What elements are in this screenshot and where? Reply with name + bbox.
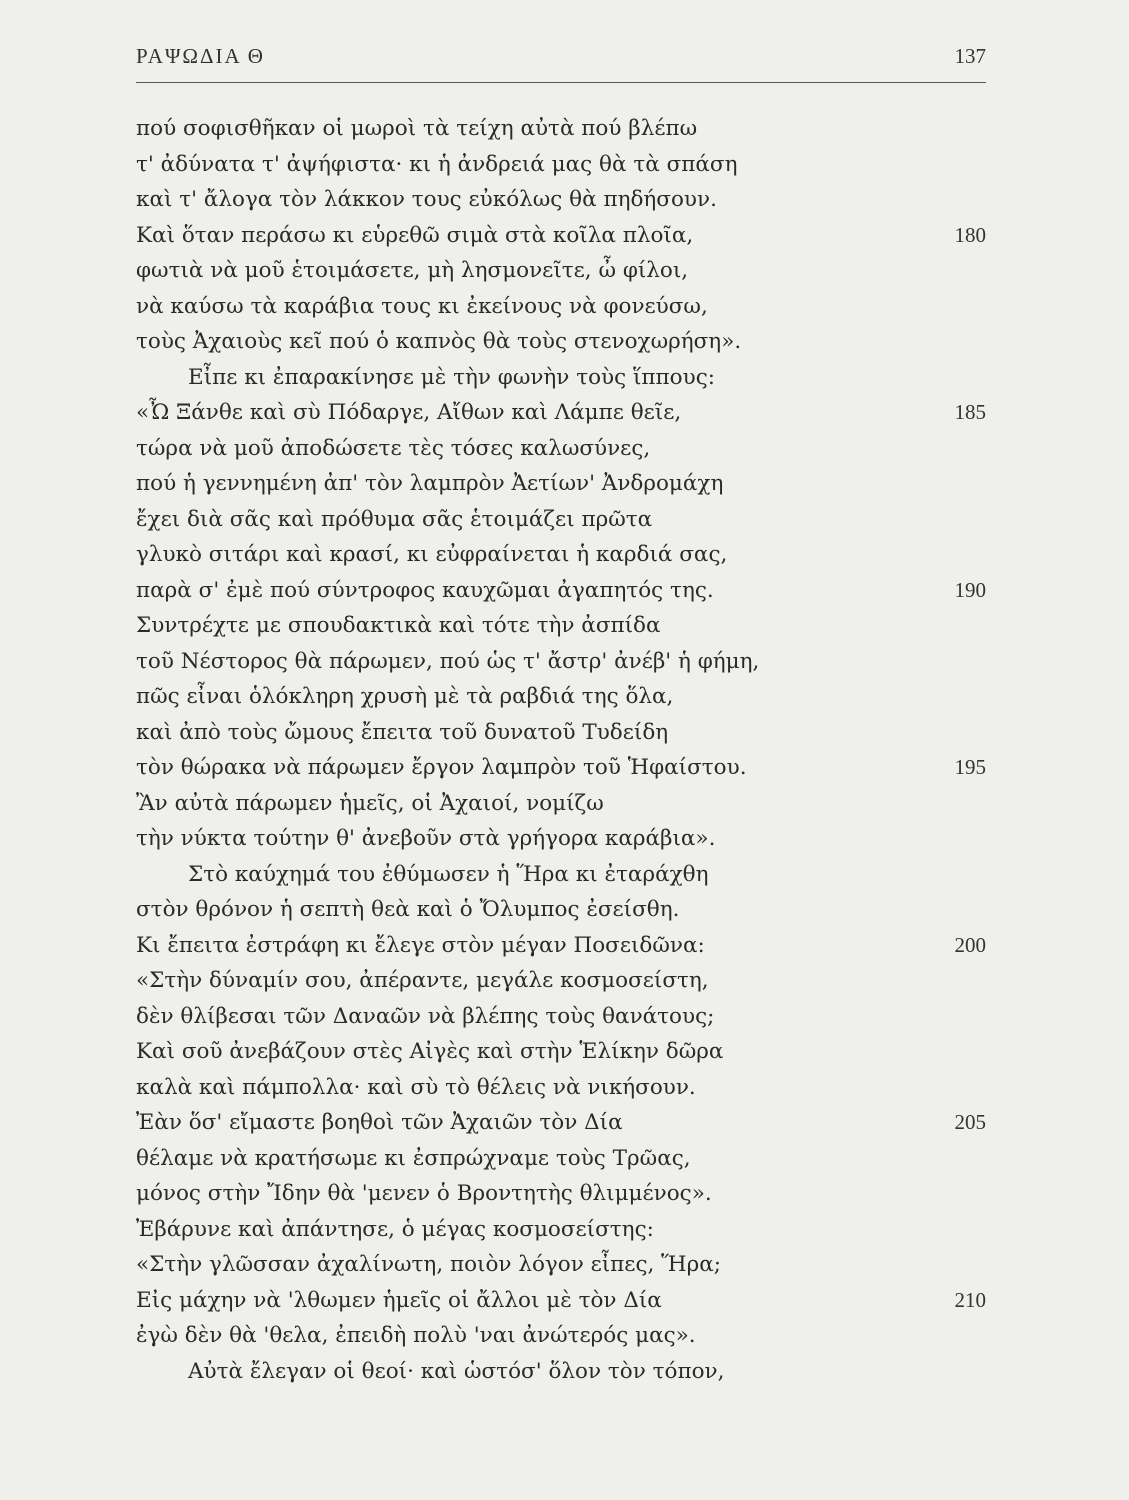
- verse-text: τὴν νύκτα τούτην θ' ἀνεβοῦν στὰ γρήγορα καράβια».: [136, 826, 716, 851]
- verse-text: τὸν θώρακα νὰ πάρωμεν ἔργον λαμπρὸν τοῦ Ἡφαίστου.: [136, 755, 747, 780]
- verse-line: [136, 1034, 986, 1070]
- verse-line: [136, 1141, 986, 1177]
- verse-line: [136, 182, 986, 218]
- verse-line: [136, 573, 986, 609]
- verse-line: [136, 1318, 986, 1354]
- line-number: 210: [954, 1287, 986, 1312]
- line-number: 185: [954, 400, 986, 424]
- verse-line: [136, 750, 986, 786]
- verse-line: [136, 644, 986, 680]
- verse-text: γλυκὸ σιτάρι καὶ κρασί, κι εὐφραίνεται ἡ καρδιά σας,: [136, 542, 728, 567]
- verse-line: [136, 821, 986, 857]
- verse-text: μόνος στὴν Ἴδην θὰ 'μενεν ὁ Βροντητὴς θλιμμένος».: [136, 1181, 712, 1206]
- verse-line: [136, 218, 986, 254]
- verse-text: «Στὴν δύναμίν σου, ἀπέραντε, μεγάλε κοσμοσείστη,: [136, 968, 709, 993]
- running-title: ΡΑΨΩΔΙΑ Θ: [136, 44, 265, 68]
- verse-line: [136, 892, 986, 928]
- verse-line: [136, 715, 986, 751]
- line-number: 200: [954, 932, 986, 957]
- verse-line: [136, 395, 986, 431]
- verse-line: [136, 147, 986, 183]
- verse-line: [136, 1354, 986, 1390]
- verse-line: [136, 502, 986, 538]
- page-number: 137: [954, 44, 986, 68]
- verse-text: «Ὦ Ξάνθε καὶ σὺ Πόδαργε, Αἴθων καὶ Λάμπε θεῖε,: [136, 400, 682, 425]
- verse-text: τοῦ Νέστορος θὰ πάρωμεν, πού ὡς τ' ἄστρ' ἀνέβ' ἡ φήμη,: [136, 648, 760, 674]
- verse-text: Εἰς μάχην νὰ 'λθωμεν ἡμεῖς οἱ ἄλλοι μὲ τὸν Δία: [136, 1287, 662, 1313]
- verse-line: [136, 1105, 986, 1141]
- verse-text: στὸν θρόνον ἡ σεπτὴ θεὰ καὶ ὁ Ὄλυμπος ἐσείσθη.: [136, 897, 680, 922]
- verse-line: [136, 431, 986, 467]
- verse-line: [136, 608, 986, 644]
- verse-line: [136, 537, 986, 573]
- verse-text: Εἶπε κι ἐπαρακίνησε μὲ τὴν φωνὴν τοὺς ἵππους:: [188, 364, 715, 390]
- verse-text: τώρα νὰ μοῦ ἀποδώσετε τὲς τόσες καλωσύνες,: [136, 435, 651, 461]
- verse-text: νὰ καύσω τὰ καράβια τους κι ἐκείνους νὰ φονεύσω,: [136, 293, 708, 319]
- verse-text: πῶς εἶναι ὁλόκληρη χρυσὴ μὲ τὰ ραβδιά της ὅλα,: [136, 684, 674, 709]
- verse-line: [136, 786, 986, 822]
- verse-line: [136, 289, 986, 325]
- verse-text: καὶ τ' ἄλογα τὸν λάκκον τους εὐκόλως θὰ πηδήσουν.: [136, 187, 717, 212]
- verse-line: [136, 928, 986, 964]
- verse-line: [136, 857, 986, 893]
- verse-line: [136, 963, 986, 999]
- line-number: 190: [954, 577, 986, 602]
- verse-text: καλὰ καὶ πάμπολλα· καὶ σὺ τὸ θέλεις νὰ νικήσουν.: [136, 1074, 696, 1100]
- verse-text: Ἐβάρυνε καὶ ἀπάντησε, ὁ μέγας κοσμοσείστης:: [136, 1216, 654, 1242]
- verse-text: πού σοφισθῆκαν οἱ μωροὶ τὰ τείχη αὐτὰ πού βλέπω: [136, 116, 698, 141]
- verse-line: [136, 1176, 986, 1212]
- verse-line: [136, 1070, 986, 1106]
- verse-text: Καὶ σοῦ ἀνεβάζουν στὲς Αἰγὲς καὶ στὴν Ἑλίκην δῶρα: [136, 1039, 724, 1064]
- verse-text: Κι ἔπειτα ἐστράφη κι ἔλεγε στὸν μέγαν Ποσειδῶνα:: [136, 932, 705, 958]
- verse-line: [136, 1212, 986, 1248]
- verse-line: [136, 679, 986, 715]
- verse-line: [136, 1247, 986, 1283]
- verse-text: τοὺς Ἀχαιοὺς κεῖ πού ὁ καπνὸς θὰ τοὺς στενοχωρήση».: [136, 329, 742, 354]
- verse-text: Ἐὰν ὅσ' εἴμαστε βοηθοὶ τῶν Ἀχαιῶν τὸν Δία: [136, 1110, 623, 1135]
- verse-line: [136, 111, 986, 147]
- verse-line: [136, 360, 986, 396]
- verse-line: [136, 324, 986, 360]
- line-number: 205: [954, 1110, 986, 1134]
- verse-text: πού ἡ γεννημένη ἀπ' τὸν λαμπρὸν Ἀετίων' Ἀνδρομάχη: [136, 471, 724, 496]
- verse-text: ἔχει διὰ σᾶς καὶ πρόθυμα σᾶς ἑτοιμάζει πρῶτα: [136, 506, 653, 532]
- verse-text: Στὸ καύχημά του ἐθύμωσεν ἡ Ἥρα κι ἐταράχθη: [188, 861, 709, 887]
- verse-text: δὲν θλίβεσαι τῶν Δαναῶν νὰ βλέπης τοὺς θανάτους;: [136, 1003, 715, 1029]
- verse-text: παρὰ σ' ἐμὲ πού σύντροφος καυχῶμαι ἀγαπητός της.: [136, 577, 714, 603]
- verse-line: [136, 466, 986, 502]
- verse-text: Ἂν αὐτὰ πάρωμεν ἡμεῖς, οἱ Ἀχαιοί, νομίζω: [136, 790, 604, 816]
- verse-text: «Στὴν γλῶσσαν ἀχαλίνωτη, ποιὸν λόγον εἶπες, Ἥρα;: [136, 1252, 721, 1277]
- verse-line: [136, 253, 986, 289]
- verse-text: καὶ ἀπὸ τοὺς ὤμους ἔπειτα τοῦ δυνατοῦ Τυδείδη: [136, 719, 669, 745]
- verse-text: φωτιὰ νὰ μοῦ ἑτοιμάσετε, μὴ λησμονεῖτε, ὦ φίλοι,: [136, 258, 689, 283]
- line-number: 195: [954, 755, 986, 779]
- verse-text: ἐγὼ δὲν θὰ 'θελα, ἐπειδὴ πολὺ 'ναι ἀνώτερός μας».: [136, 1323, 696, 1348]
- verse-line: [136, 1283, 986, 1319]
- verse-text: Συντρέχτε με σπουδακτικὰ καὶ τότε τὴν ἀσπίδα: [136, 613, 661, 638]
- line-number: 180: [954, 222, 986, 247]
- verse-text: Καὶ ὅταν περάσω κι εὑρεθῶ σιμὰ στὰ κοῖλα πλοῖα,: [136, 222, 694, 248]
- verse-block: [136, 111, 986, 1389]
- header-rule: [136, 82, 986, 83]
- verse-text: θέλαμε νὰ κρατήσωμε κι ἐσπρώχναμε τοὺς Τρῶας,: [136, 1145, 691, 1171]
- verse-text: Αὐτὰ ἔλεγαν οἱ θεοί· καὶ ὡστόσ' ὅλον τὸν τόπον,: [188, 1358, 725, 1384]
- verse-text: τ' ἀδύνατα τ' ἀψήφιστα· κι ἡ ἀνδρειά μας θὰ τὰ σπάση: [136, 151, 738, 177]
- page-header: [136, 44, 986, 76]
- verse-line: [136, 999, 986, 1035]
